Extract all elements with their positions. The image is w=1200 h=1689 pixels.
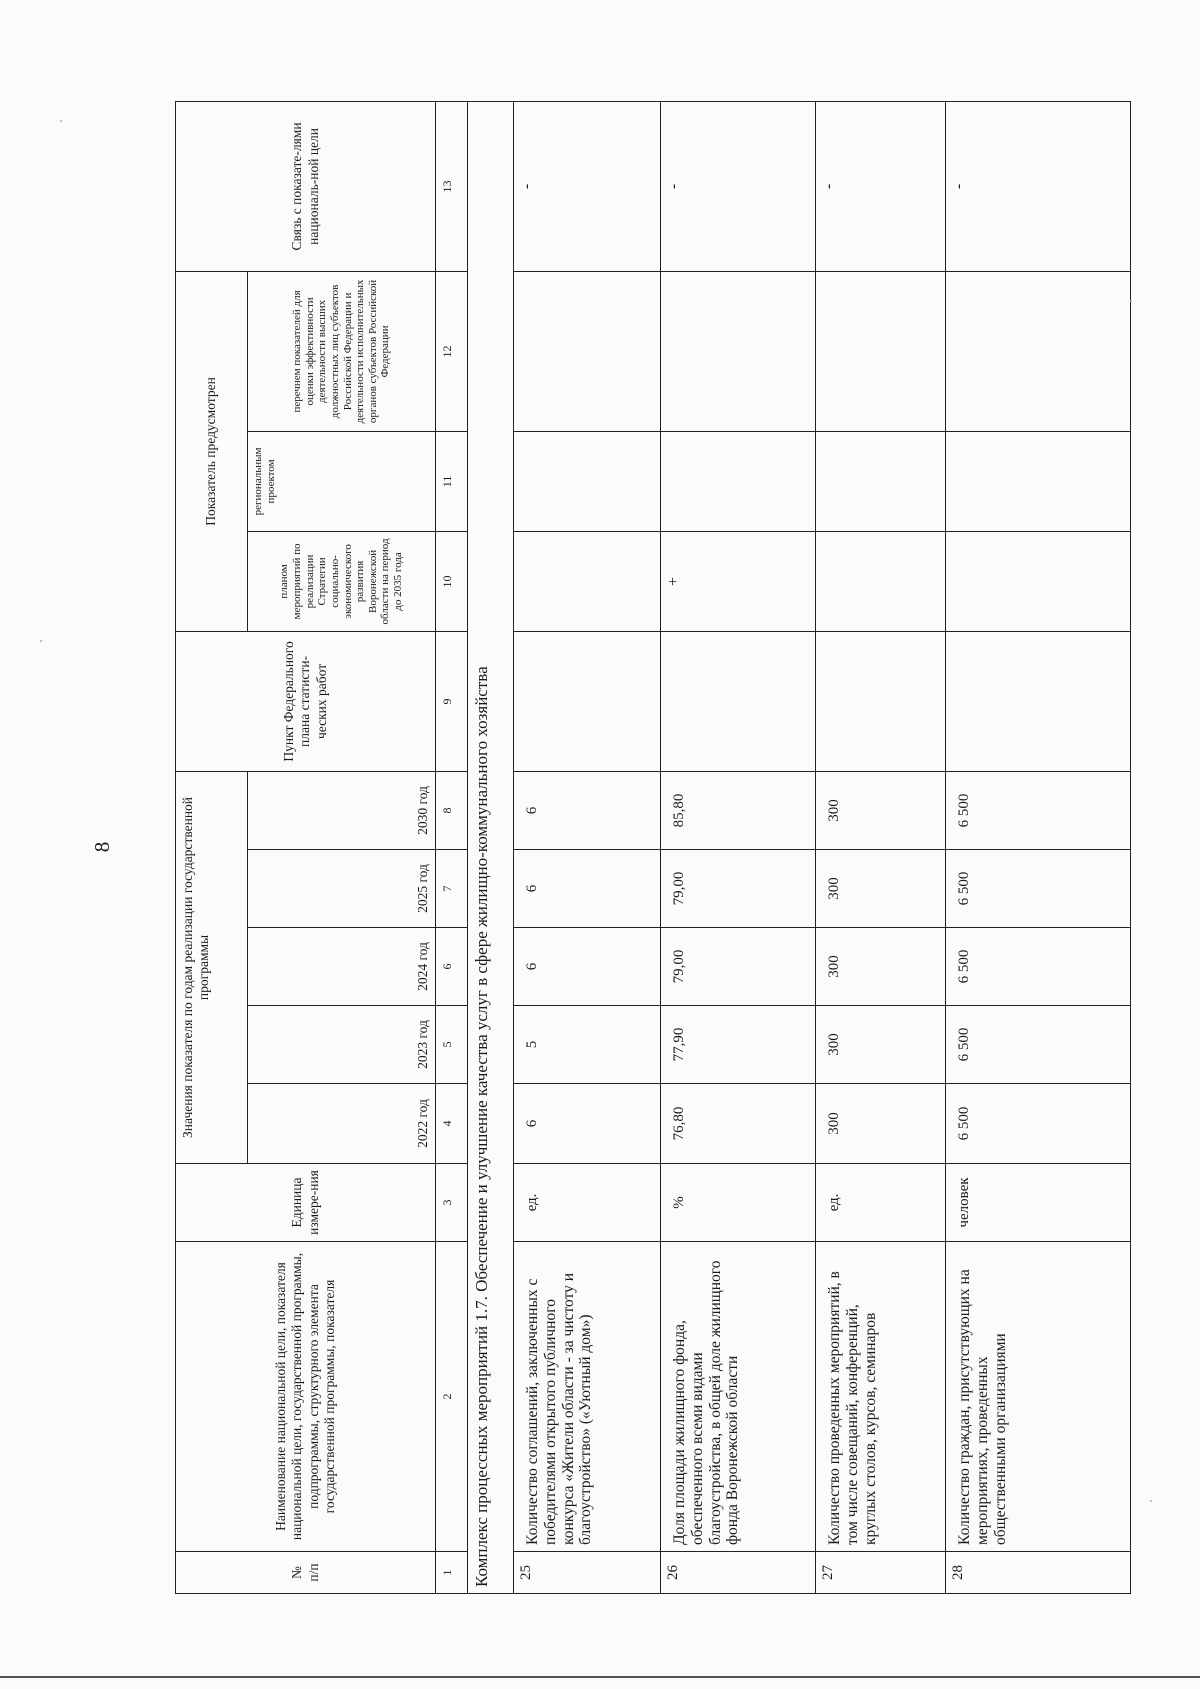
row-num: 25	[514, 1552, 661, 1594]
header-values-group: Значения показателя по годам реализации государственной программы	[176, 771, 248, 1163]
row-fed-plan	[661, 631, 816, 771]
row-list-eval	[661, 271, 816, 431]
section-row	[468, 101, 514, 1593]
row-unit: ед.	[514, 1164, 661, 1242]
column-number: 3	[436, 1164, 468, 1242]
column-number: 5	[436, 1006, 468, 1084]
header-unit: Единица измере-ния	[176, 1164, 436, 1242]
rotated-table-container	[175, 102, 1130, 1594]
row-fed-plan	[946, 631, 1131, 771]
column-number: 11	[436, 431, 468, 531]
column-number: 9	[436, 631, 468, 771]
table-row	[661, 101, 816, 1593]
row-unit: ед.	[816, 1164, 946, 1242]
indicators-table	[175, 101, 1131, 1594]
row-name: Количество граждан, присутствующих на мероприятиях, проведенных общественными организациями	[946, 1242, 1131, 1552]
row-link: -	[816, 101, 946, 271]
column-number: 12	[436, 271, 468, 431]
column-number: 6	[436, 928, 468, 1006]
row-value-2024: 6	[514, 928, 661, 1006]
row-num: 26	[661, 1552, 816, 1594]
row-value-2025: 79,00	[661, 850, 816, 928]
table-row	[946, 101, 1131, 1593]
header-year-2030: 2030 год	[248, 771, 436, 849]
row-regional-project	[514, 431, 661, 531]
row-value-2024: 300	[816, 928, 946, 1006]
row-plan-strategy	[816, 531, 946, 631]
row-plan-strategy	[946, 531, 1131, 631]
header-link: Связь с показате-лями националь-ной цели	[176, 101, 436, 271]
header-year-2024: 2024 год	[248, 928, 436, 1006]
row-unit: человек	[946, 1164, 1131, 1242]
row-value-2023: 77,90	[661, 1006, 816, 1084]
table-row	[514, 101, 661, 1593]
column-number: 4	[436, 1084, 468, 1164]
row-value-2030: 85,80	[661, 771, 816, 849]
header-plan-strategy: планом мероприятий по реализации Стратегии социально-экономического развития Воронежской области на период до 2035 года	[248, 531, 436, 631]
scan-speck	[1150, 1500, 1152, 1502]
row-value-2023: 5	[514, 1006, 661, 1084]
row-name: Количество соглашений, заключенных с победителями открытого публичного конкурса «Жители области - за чистоту и благоустройство» («Уютный дом»)	[514, 1242, 661, 1552]
scan-speck	[40, 640, 42, 642]
column-number: 8	[436, 771, 468, 849]
row-value-2023: 6 500	[946, 1006, 1131, 1084]
row-fed-plan	[514, 631, 661, 771]
header-year-2022: 2022 год	[248, 1084, 436, 1164]
row-link: -	[946, 101, 1131, 271]
row-list-eval	[514, 271, 661, 431]
header-list-eval: перечнем показателей для оценки эффективности деятельности высших должностных лиц субъектов Российской Федерации и деятельности исполнительных органов субъектов Российской Федерации	[248, 271, 436, 431]
row-name: Количество проведенных мероприятий, в том числе совещаний, конференций, круглых столов, курсов, семинаров	[816, 1242, 946, 1552]
scan-speck	[60, 120, 62, 122]
table-row	[816, 101, 946, 1593]
row-list-eval	[946, 271, 1131, 431]
header-num: № п/п	[176, 1552, 436, 1594]
scan-speck	[1130, 300, 1132, 302]
header-name: Наименование национальной цели, показателя национальной цели, государственной программы, подпрограммы, структурного элемента государственной программы, показателя	[176, 1242, 436, 1552]
row-value-2024: 6 500	[946, 928, 1131, 1006]
row-value-2025: 6 500	[946, 850, 1131, 928]
row-regional-project	[816, 431, 946, 531]
row-fed-plan	[816, 631, 946, 771]
page-number: 8	[90, 841, 114, 853]
column-number: 10	[436, 531, 468, 631]
row-value-2025: 300	[816, 850, 946, 928]
column-number: 1	[436, 1552, 468, 1594]
row-value-2022: 6	[514, 1084, 661, 1164]
row-value-2030: 300	[816, 771, 946, 849]
row-link: -	[661, 101, 816, 271]
row-value-2024: 79,00	[661, 928, 816, 1006]
row-regional-project	[946, 431, 1131, 531]
row-value-2022: 76,80	[661, 1084, 816, 1164]
column-number: 2	[436, 1242, 468, 1552]
row-value-2023: 300	[816, 1006, 946, 1084]
header-regional-project: региональным проектом	[248, 431, 436, 531]
row-num: 27	[816, 1552, 946, 1594]
row-value-2025: 6	[514, 850, 661, 928]
header-provided-group: Показатель предусмотрен	[176, 271, 248, 631]
row-plan-strategy	[514, 531, 661, 631]
header-year-2025: 2025 год	[248, 850, 436, 928]
column-number: 7	[436, 850, 468, 928]
row-name: Доля площади жилищного фонда, обеспеченного всеми видами благоустройства, в общей доле жилищного фонда Воронежской области	[661, 1242, 816, 1552]
header-fed-plan: Пункт Федерального плана статисти-ческих работ	[176, 631, 436, 771]
row-regional-project	[661, 431, 816, 531]
row-value-2022: 300	[816, 1084, 946, 1164]
row-unit: %	[661, 1164, 816, 1242]
row-link: -	[514, 101, 661, 271]
column-number-row	[436, 101, 468, 1593]
header-row-1	[176, 101, 248, 1593]
section-title: Комплекс процессных мероприятий 1.7. Обеспечение и улучшение качества услуг в сфере жилищно-коммунального хозяйства	[468, 101, 514, 1593]
column-number: 13	[436, 101, 468, 271]
row-value-2022: 6 500	[946, 1084, 1131, 1164]
row-list-eval	[816, 271, 946, 431]
row-value-2030: 6	[514, 771, 661, 849]
row-num: 28	[946, 1552, 1131, 1594]
header-year-2023: 2023 год	[248, 1006, 436, 1084]
row-value-2030: 6 500	[946, 771, 1131, 849]
row-plan-strategy: +	[661, 531, 816, 631]
scan-edge-line	[0, 1676, 1200, 1678]
